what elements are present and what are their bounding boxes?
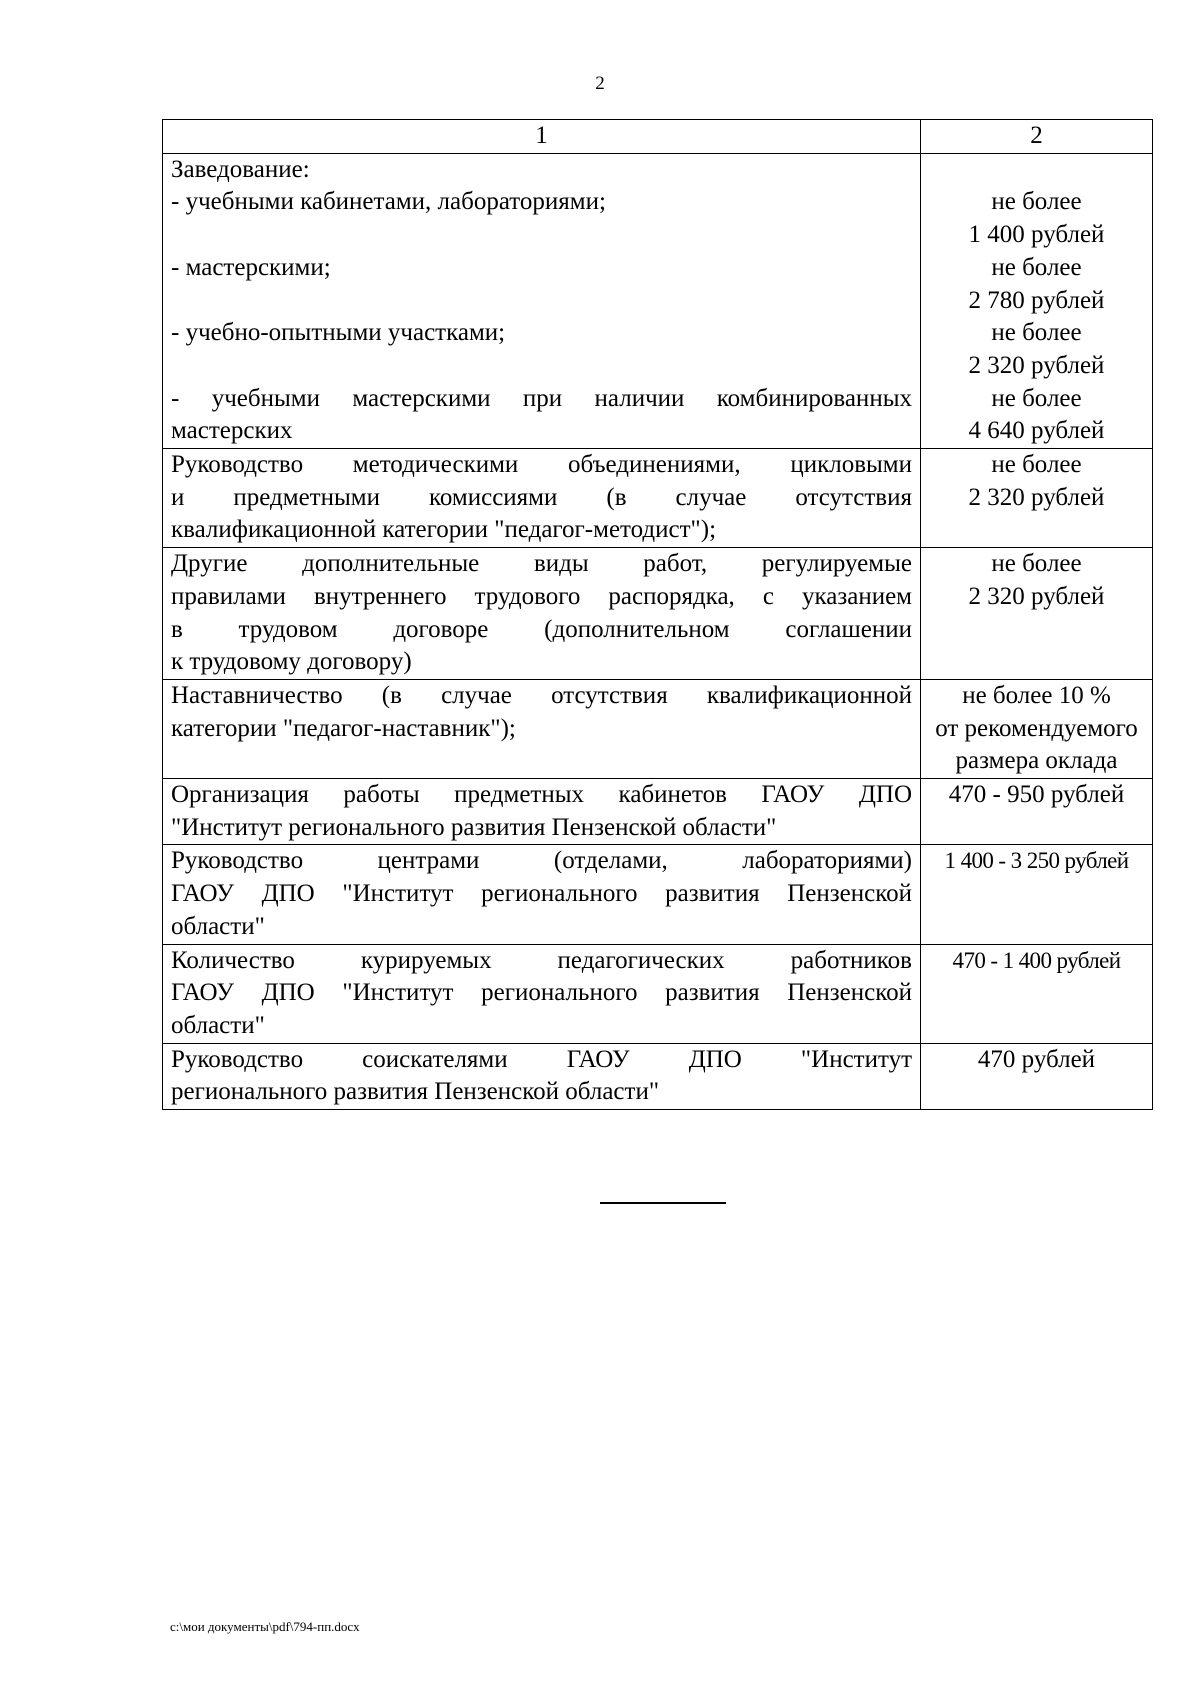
row-amount-cell [921,153,1153,448]
amount-line: не более [991,253,1082,281]
row-description-cell [163,548,921,680]
amount-line: не более [991,188,1082,216]
row-description-cell [163,679,921,778]
amount-line: 2 320 рублей [968,582,1105,610]
row-description-cell [163,1043,921,1109]
description-line: мастерских [171,417,293,445]
row-amount-cell [921,779,1153,845]
table-body [163,120,1153,1110]
description-line: области" [171,1011,265,1039]
table-row [163,449,1153,548]
row-description-cell [163,944,921,1043]
amount-line [923,154,1150,187]
description-line [171,285,912,318]
table-row [163,779,1153,845]
amount-line: 1 400 - 3 250 рублей [944,848,1129,874]
description-line: ГАОУ ДПО "Институт регионального развития Пензенской [171,880,912,908]
description-line: - учебными кабинетами, лабораториями; [171,188,606,216]
row-description-cell [163,153,921,448]
row-amount-cell [921,449,1153,548]
amount-line: не более [991,384,1082,412]
row-amount-cell [921,679,1153,778]
description-line [171,219,912,252]
row-description-cell [163,845,921,944]
description-line: ГАОУ ДПО "Институт регионального развития Пензенской [171,979,912,1007]
description-line: Заведование: [171,155,310,183]
description-line: "Институт регионального развития Пензенской области" [171,813,777,841]
payment-rates-table [162,119,1153,1110]
description-line: Организация работы предметных кабинетов ГАОУ ДПО [171,781,912,809]
description-line: регионального развития Пензенской области" [171,1078,660,1106]
amount-line: от рекомендуемого [935,714,1138,742]
amount-line: 4 640 рублей [968,417,1105,445]
row-amount-cell [921,845,1153,944]
row-amount-cell [921,548,1153,680]
description-line: к трудовому договору) [171,648,412,676]
description-line: - учебно-опытными участками; [171,319,506,347]
description-line [171,350,912,383]
table-row [163,548,1153,680]
column-2-header: 2 [921,120,1153,154]
amount-line: не более [991,550,1082,578]
table-row [163,845,1153,944]
table-row [163,944,1153,1043]
description-line: и предметными комиссиями (в случае отсутствия [171,483,912,511]
description-line: Количество курируемых педагогических работников [171,946,912,974]
row-amount-cell [921,1043,1153,1109]
description-line: - мастерскими; [171,253,331,281]
description-line: Руководство центрами (отделами, лабораториями) [171,847,912,875]
description-line: категории "педагог-наставник"); [171,714,516,742]
page-number: 2 [595,73,605,94]
table-header-row [163,120,1153,154]
amount-line: 470 рублей [977,1045,1096,1073]
amount-line: 1 400 рублей [968,221,1105,249]
amount-line: не более [991,319,1082,347]
column-1-header: 1 [163,120,921,154]
row-description-cell [163,449,921,548]
amount-line: 2 780 рублей [968,286,1105,314]
description-line: в трудовом договоре (дополнительном соглашении [171,615,912,643]
amount-line: не более 10 % [962,681,1111,709]
table-row [163,679,1153,778]
amount-line: 2 320 рублей [968,351,1105,379]
table-row [163,153,1153,448]
amount-line: 2 320 рублей [968,483,1105,511]
description-line: Наставничество (в случае отсутствия квалификационной [171,681,912,709]
table-row [163,1043,1153,1109]
amount-line: 470 - 950 рублей [948,781,1125,809]
description-line: Руководство соискателями ГАОУ ДПО "Институт [171,1045,912,1073]
amount-line: не более [991,451,1082,479]
description-line: Руководство методическими объединениями, цикловыми [171,451,912,479]
amount-line: 470 - 1 400 рублей [952,947,1121,973]
row-amount-cell [921,944,1153,1043]
description-line: квалификационной категории "педагог-методист"); [171,516,717,544]
description-line: правилами внутреннего трудового распорядка, с указанием [171,582,912,610]
description-line: - учебными мастерскими при наличии комбинированных [171,384,912,412]
description-line: области" [171,912,265,940]
end-of-document-rule [600,1202,726,1204]
amount-line: размера оклада [955,747,1118,775]
footer-file-path: c:\мои документы\pdf\794-пп.docx [170,1619,360,1634]
row-description-cell [163,779,921,845]
description-line: Другие дополнительные виды работ, регулируемые [171,550,912,578]
